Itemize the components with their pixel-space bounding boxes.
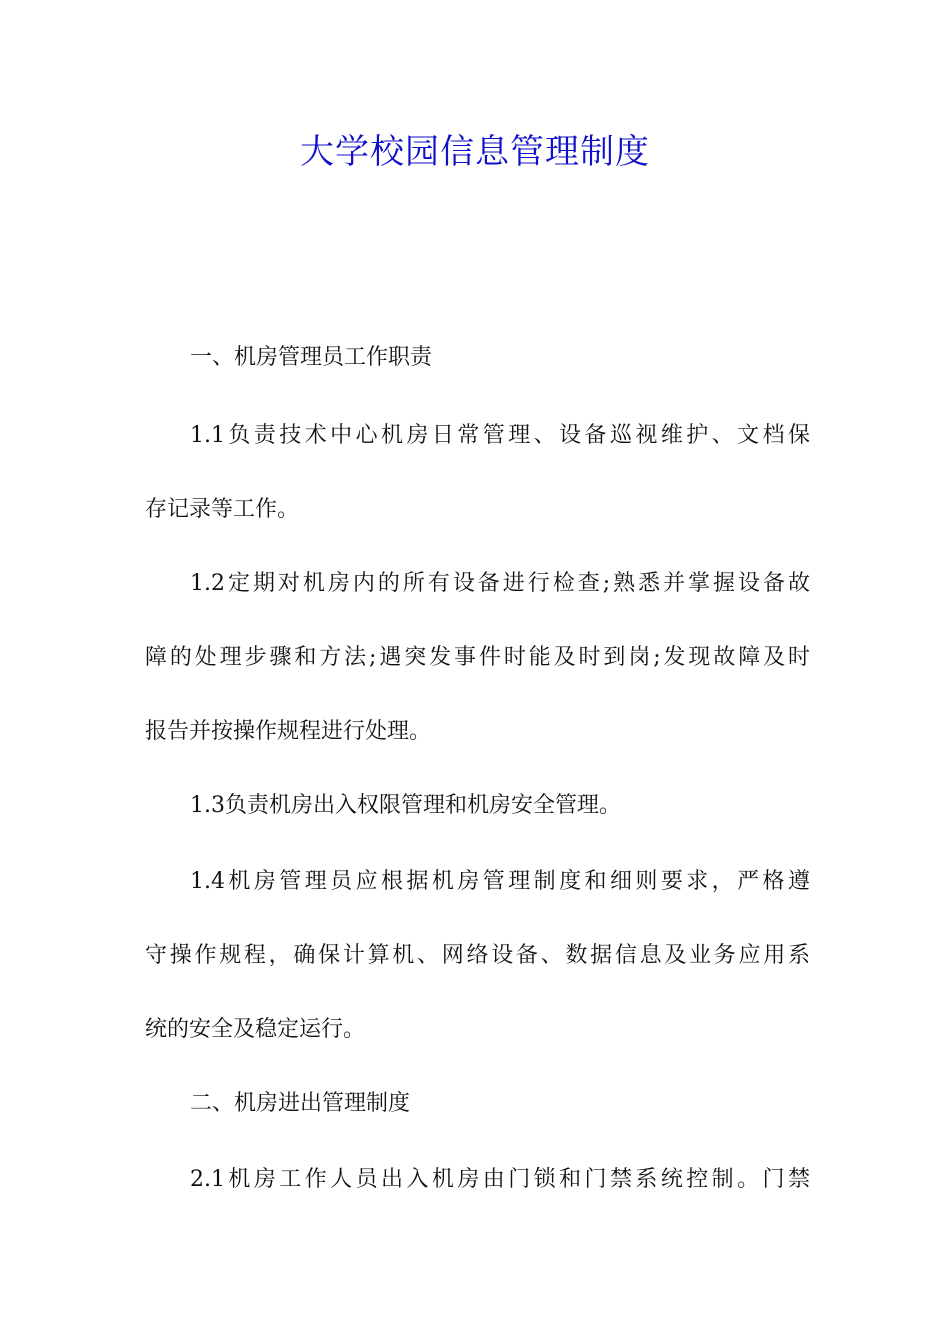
section-heading-2: 二、机房进出管理制度 <box>190 1091 411 1116</box>
paragraph-line: 1.2定期对机房内的所有设备进行检查;熟悉并掌握设备故 <box>190 571 810 596</box>
paragraph-line: 1.4机房管理员应根据机房管理制度和细则要求，严格遵 <box>190 869 810 894</box>
paragraph-line: 报告并按操作规程进行处理。 <box>145 719 432 744</box>
paragraph-line: 统的安全及稳定运行。 <box>145 1017 366 1042</box>
paragraph-line: 1.3负责机房出入权限管理和机房安全管理。 <box>190 793 621 818</box>
document-title: 大学校园信息管理制度 <box>300 132 650 172</box>
paragraph-line: 2.1机房工作人员出入机房由门锁和门禁系统控制。门禁 <box>190 1167 810 1192</box>
section-heading-1: 一、机房管理员工作职责 <box>190 345 433 370</box>
paragraph-line: 守操作规程，确保计算机、网络设备、数据信息及业务应用系 <box>145 943 810 968</box>
paragraph-line: 存记录等工作。 <box>145 497 300 522</box>
paragraph-line: 障的处理步骤和方法;遇突发事件时能及时到岗;发现故障及时 <box>145 645 810 670</box>
paragraph-line: 1.1负责技术中心机房日常管理、设备巡视维护、文档保 <box>190 423 810 448</box>
